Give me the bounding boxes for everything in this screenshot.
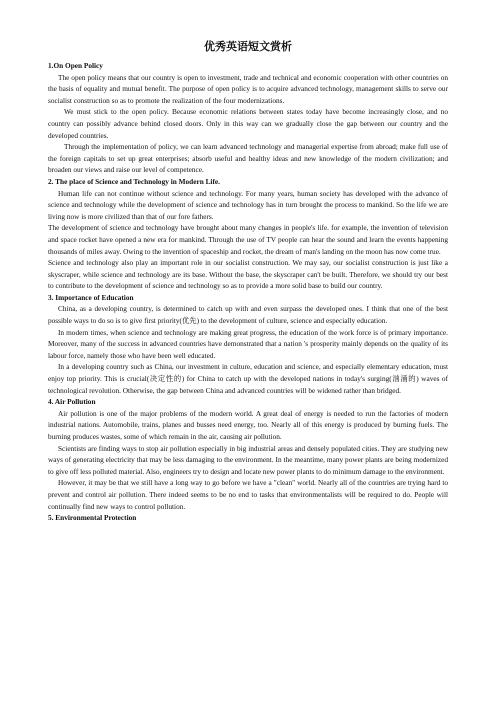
- paragraph: However, it may be that we still have a long way to go before we have a "clean" world. Nearly all of the countries are trying hard to prevent and control air pollution. There indeed seems to be no end to tasks that environmentalists will be required to do. People will continually find new ways to control pollution.: [48, 478, 448, 511]
- paragraph: The development of science and technology have brought about many changes in people's life. for example, the invention of television and space rocket have opened a new era for mankind. Through the use of TV people can hear the sound and learn the events happening thousands of miles away. Owing to the invention of spaceship and rocket, the dream of man's landing on the moon has now come true.: [48, 223, 448, 256]
- paragraph: Scientists are finding ways to stop air pollution especially in big industrial areas and densely populated cities. They are studying new ways of generating electricity that may be less damaging to the environment. In the meantime, many power plants are being modernized to give off less polluted material. Also, engineers try to design and locate new power plants to do minimum damage to the environment.: [48, 443, 448, 476]
- paragraph: Through the implementation of policy, we can learn advanced technology and managerial expertise from abroad; make full use of the foreign capitals to set up great enterprises; absorb useful and healthy ideas and new knowledge of the modern civilization; and broaden our views and raise our level of competence.: [48, 142, 448, 175]
- section-heading: 1.On Open Policy: [48, 61, 103, 70]
- document-title: 优秀英语短文赏析: [204, 40, 292, 53]
- paragraph: Air pollution is one of the major problems of the modern world. A great deal of energy is needed to run the factories of modern industrial nations. Automobile, trains, planes and busses need energy, too. Nearly all of this energy is produced by burning fuels. The burning produces wastes, some of which remain in the air, causing air pollution.: [48, 408, 448, 441]
- paragraph: We must stick to the open policy. Because economic relations between states today have become increasingly close, and no country can possibly advance behind closed doors. Only in this way can we gradually close the gap between our country and the developed countries.: [48, 107, 448, 140]
- section-heading: 2. The place of Science and Technology in Modern Life.: [48, 176, 220, 186]
- section-heading: 3. Importance of Education: [48, 292, 134, 302]
- section-heading: 4. Air Pollution: [48, 397, 96, 407]
- section-heading: 5. Environmental Protection: [48, 513, 137, 523]
- paragraph: The open policy means that our country is open to investment, trade and technical and economic cooperation with other countries on the basis of equality and mutual benefit. The purpose of open policy is to acquire advanced technology, management skills to serve our socialist construction so as to promote the realization of the four modernizations.: [48, 72, 448, 105]
- paragraph: Science and technology also play an important role in our socialist construction. We may say, our socialist construction is just like a skyscraper, while science and technology are its base. Without the base, the skyscraper can't be built. Therefore, we should try our best to contribute to the development of science and technology so as to provide a more solid base to build our country.: [48, 258, 448, 291]
- paragraph: In modern times, when science and technology are making great progress, the education of the work force is of primary importance. Moreover, many of the success in advanced countries have demonstrated that a nation 's prosperity mainly depends on the quality of its labour force, namely those who have been well educated.: [48, 327, 448, 360]
- paragraph: In a developing country such as China, our investment in culture, education and science, and especially elementary education, must enjoy top priority. This is crucial(决定性的) for China to catch up with the developed nations in today's surging(汹涌的) waves of technological revolution. Otherwise, the gap between China and advanced countries will be widened rather than bridged.: [48, 362, 448, 395]
- paragraph: Human life can not continue without science and technology. For many years, human society has developed with the advance of science and technology while the development of science and technology has in turn brought the process to mankind. So the life we are living now is more civilized than that of our fore fathers.: [48, 188, 448, 221]
- paragraph: China, as a developing country, is determined to catch up with and even surpass the developed ones. I think that one of the best possible ways to do so is to give first priority(优先) to the development of culture, science and especially education.: [48, 304, 448, 326]
